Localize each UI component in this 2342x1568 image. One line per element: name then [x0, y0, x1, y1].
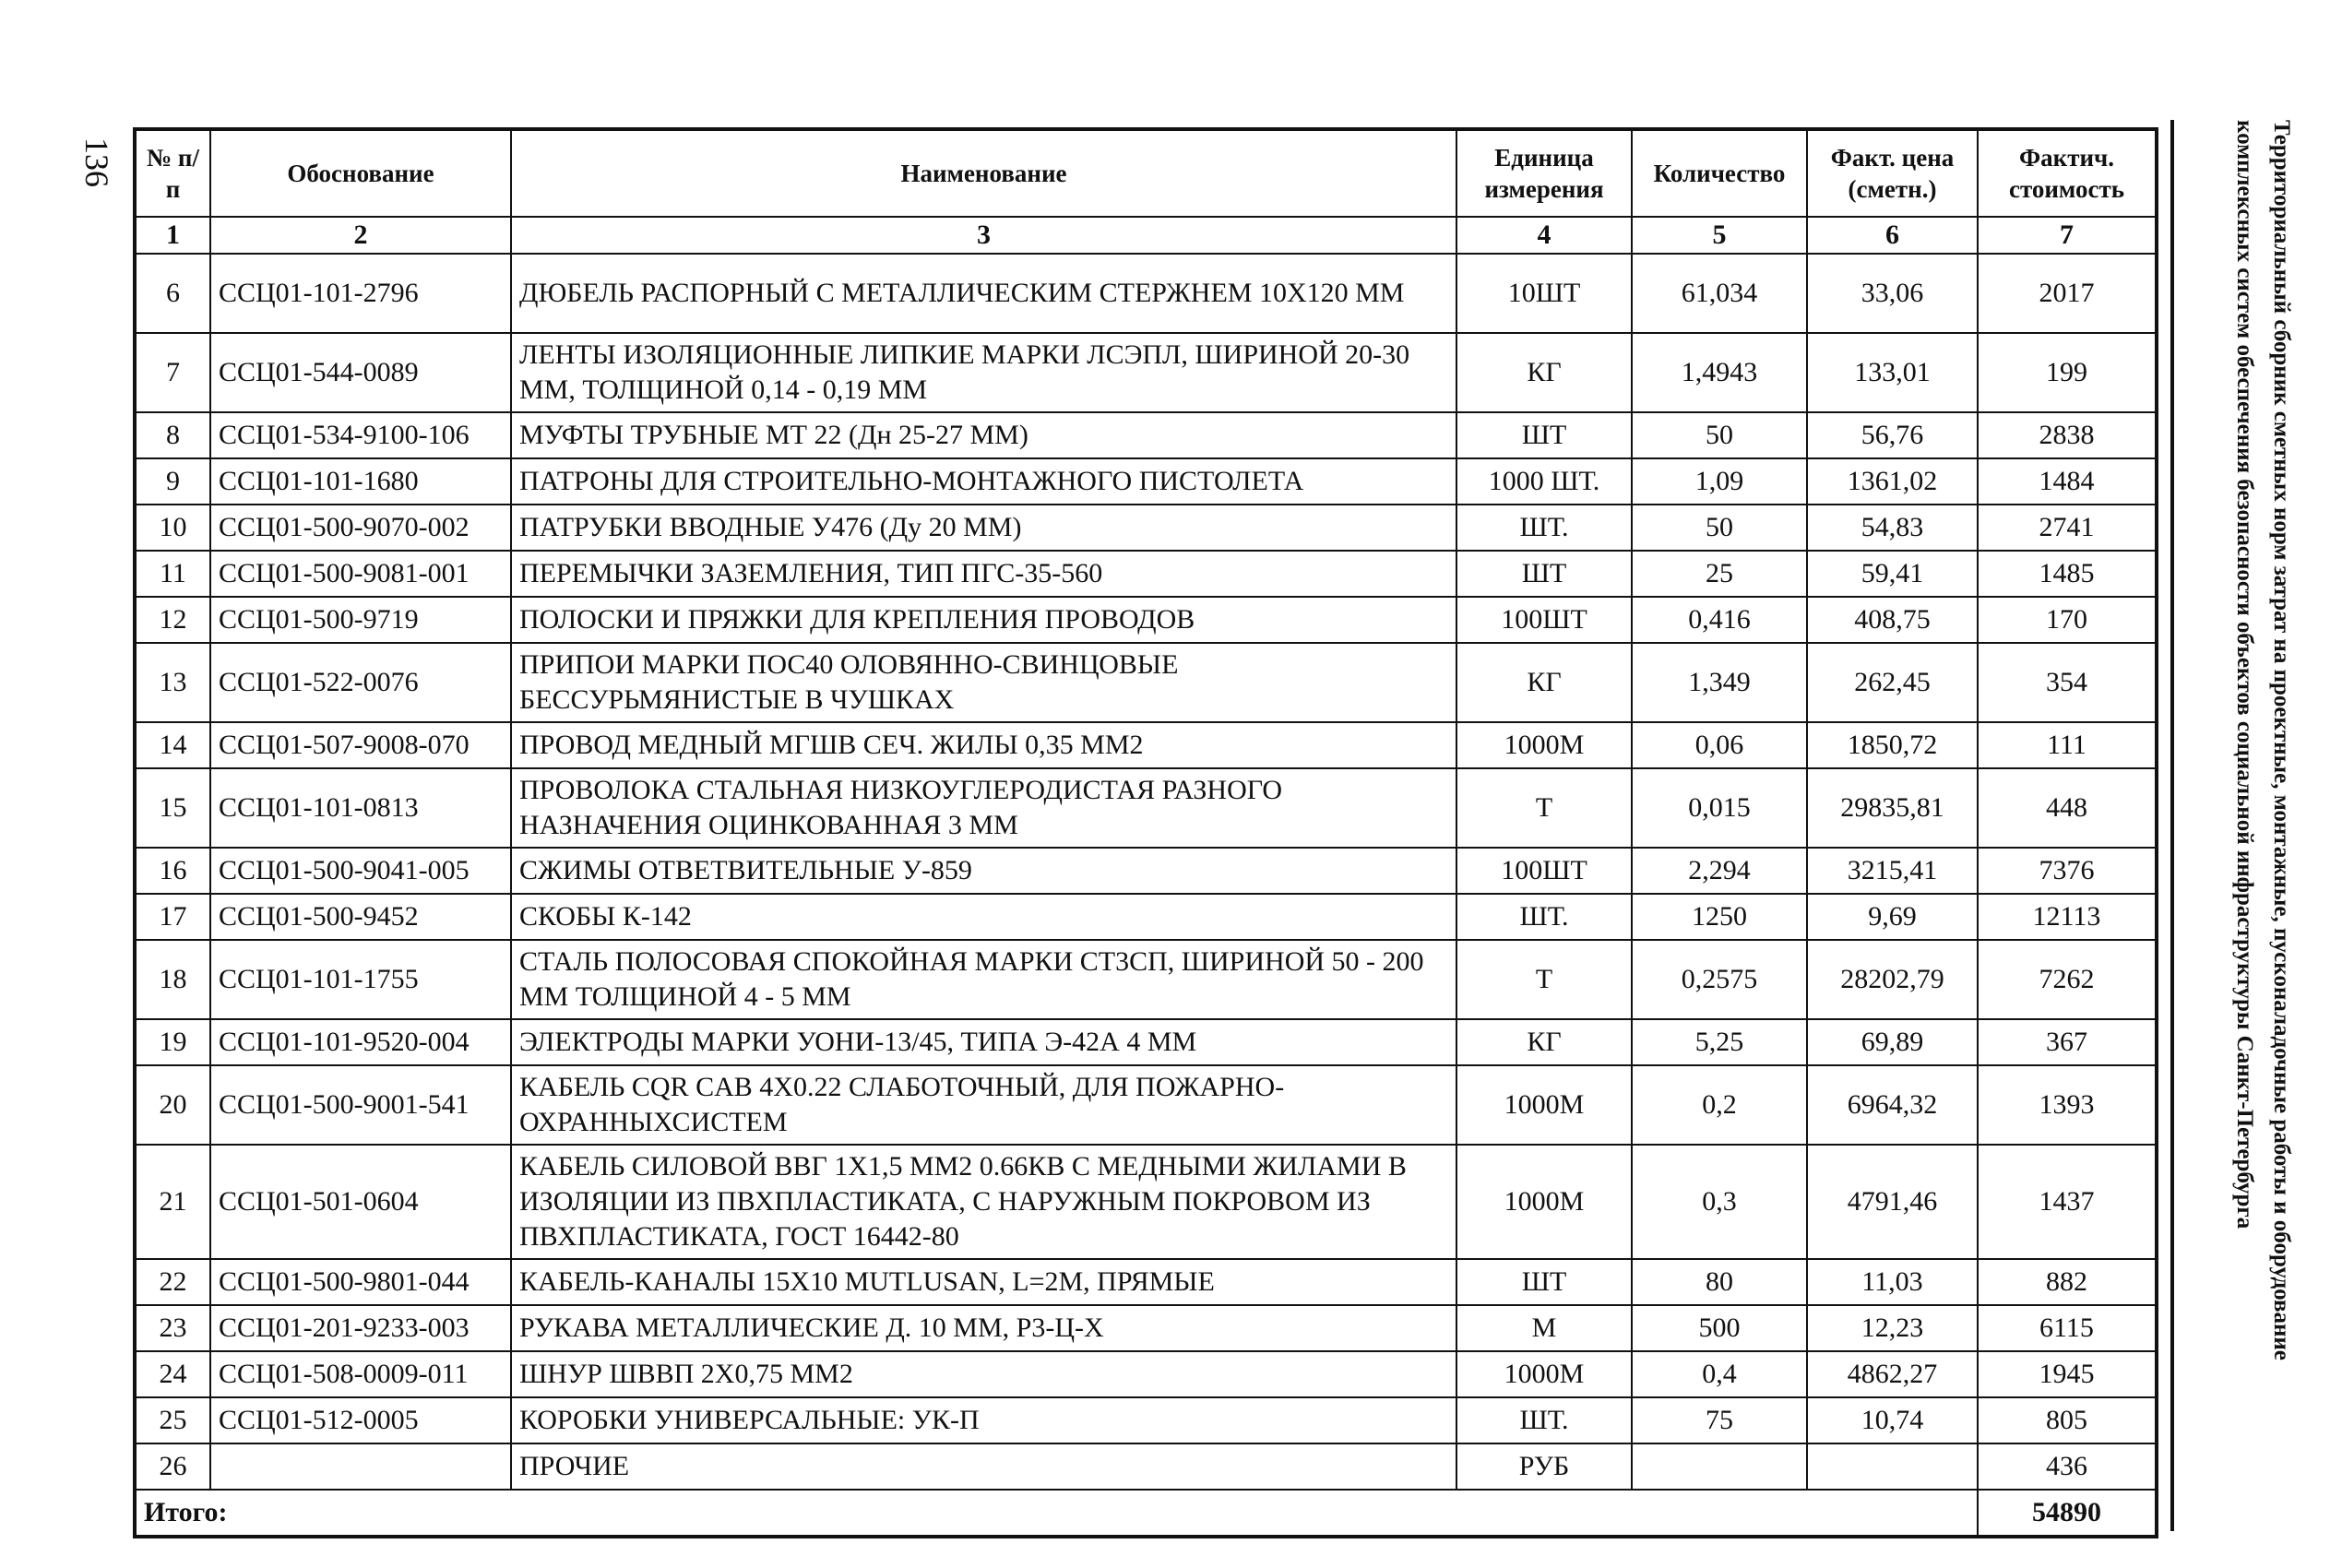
- row-cost: 1393: [1978, 1065, 2157, 1145]
- row-unit: ШТ: [1456, 412, 1632, 458]
- row-number: 26: [135, 1443, 210, 1490]
- row-basis-code: ССЦ01-507-9008-070: [210, 722, 511, 768]
- row-quantity: 61,034: [1632, 254, 1807, 333]
- column-number: 6: [1807, 217, 1978, 254]
- row-name: КОРОБКИ УНИВЕРСАЛЬНЫЕ: УК-П: [511, 1397, 1456, 1443]
- row-cost: 805: [1978, 1397, 2157, 1443]
- row-basis-code: ССЦ01-500-9452: [210, 894, 511, 940]
- row-price: 28202,79: [1807, 940, 1978, 1019]
- row-basis-code: ССЦ01-201-9233-003: [210, 1305, 511, 1351]
- col-header-price: Факт. цена (сметн.): [1807, 129, 1978, 217]
- total-label: Итого:: [135, 1490, 1978, 1537]
- row-unit: КГ: [1456, 333, 1632, 412]
- row-cost: 12113: [1978, 894, 2157, 940]
- row-price: 3215,41: [1807, 848, 1978, 894]
- running-header-line-2: комплексных систем обеспечения безопасности объектов социальной инфраструктуры Санкт-Петербурга: [2232, 120, 2257, 1229]
- row-number: 10: [135, 505, 210, 551]
- table-row: [135, 597, 2157, 643]
- row-quantity: 50: [1632, 505, 1807, 551]
- page-number: 136: [78, 137, 115, 187]
- row-cost: 7262: [1978, 940, 2157, 1019]
- row-number: 13: [135, 643, 210, 722]
- row-cost: 448: [1978, 768, 2157, 848]
- row-basis-code: ССЦ01-500-9081-001: [210, 551, 511, 597]
- row-unit: ШТ.: [1456, 505, 1632, 551]
- table-row: [135, 1351, 2157, 1397]
- row-number: 14: [135, 722, 210, 768]
- row-number: 9: [135, 458, 210, 505]
- row-name: КАБЕЛЬ СИЛОВОЙ ВВГ 1Х1,5 ММ2 0.66КВ С МЕДНЫМИ ЖИЛАМИ В ИЗОЛЯЦИИ ИЗ ПВХПЛАСТИКАТА, С НАРУЖНЫМ ПОКРОВОМ ИЗ ПВХПЛАСТИКАТА, ГОСТ 16442-80: [511, 1145, 1456, 1259]
- row-cost: 170: [1978, 597, 2157, 643]
- row-cost: 199: [1978, 333, 2157, 412]
- row-basis-code: ССЦ01-101-2796: [210, 254, 511, 333]
- row-cost: 1437: [1978, 1145, 2157, 1259]
- row-unit: КГ: [1456, 643, 1632, 722]
- total-value: 54890: [1978, 1490, 2157, 1537]
- row-basis-code: ССЦ01-101-9520-004: [210, 1019, 511, 1065]
- table-row: [135, 505, 2157, 551]
- row-quantity: 0,416: [1632, 597, 1807, 643]
- row-name: ПРИПОИ МАРКИ ПОС40 ОЛОВЯННО-СВИНЦОВЫЕ БЕССУРЬМЯНИСТЫЕ В ЧУШКАХ: [511, 643, 1456, 722]
- row-price: 1850,72: [1807, 722, 1978, 768]
- row-quantity: 2,294: [1632, 848, 1807, 894]
- row-price: 4791,46: [1807, 1145, 1978, 1259]
- row-cost: 111: [1978, 722, 2157, 768]
- row-number: 21: [135, 1145, 210, 1259]
- running-header: [2189, 120, 2294, 1503]
- row-cost: 882: [1978, 1259, 2157, 1305]
- row-unit: 100ШТ: [1456, 597, 1632, 643]
- row-price: 6964,32: [1807, 1065, 1978, 1145]
- table-row: [135, 1305, 2157, 1351]
- row-unit: Т: [1456, 768, 1632, 848]
- row-name: ПАТРОНЫ ДЛЯ СТРОИТЕЛЬНО-МОНТАЖНОГО ПИСТОЛЕТА: [511, 458, 1456, 505]
- row-number: 22: [135, 1259, 210, 1305]
- row-price: 29835,81: [1807, 768, 1978, 848]
- row-basis-code: ССЦ01-522-0076: [210, 643, 511, 722]
- row-cost: 367: [1978, 1019, 2157, 1065]
- row-cost: 7376: [1978, 848, 2157, 894]
- row-quantity: 0,2575: [1632, 940, 1807, 1019]
- materials-table: [133, 127, 2158, 1538]
- row-quantity: 0,06: [1632, 722, 1807, 768]
- row-quantity: 25: [1632, 551, 1807, 597]
- row-unit: ШТ.: [1456, 1397, 1632, 1443]
- row-name: СКОБЫ К-142: [511, 894, 1456, 940]
- table-row: [135, 894, 2157, 940]
- row-price: 133,01: [1807, 333, 1978, 412]
- row-quantity: 1250: [1632, 894, 1807, 940]
- row-name: ЛЕНТЫ ИЗОЛЯЦИОННЫЕ ЛИПКИЕ МАРКИ ЛСЭПЛ, ШИРИНОЙ 20-30 ММ, ТОЛЩИНОЙ 0,14 - 0,19 ММ: [511, 333, 1456, 412]
- row-unit: 10ШТ: [1456, 254, 1632, 333]
- row-name: ЭЛЕКТРОДЫ МАРКИ УОНИ-13/45, ТИПА Э-42А 4 ММ: [511, 1019, 1456, 1065]
- table-row: [135, 768, 2157, 848]
- col-header-name: Наименование: [511, 129, 1456, 217]
- col-header-cost: Фактич. стоимость: [1978, 129, 2157, 217]
- row-unit: 1000М: [1456, 1351, 1632, 1397]
- row-name: СТАЛЬ ПОЛОСОВАЯ СПОКОЙНАЯ МАРКИ СТ3СП, ШИРИНОЙ 50 - 200 ММ ТОЛЩИНОЙ 4 - 5 ММ: [511, 940, 1456, 1019]
- total-row: [135, 1490, 2157, 1537]
- table-row: [135, 254, 2157, 333]
- row-price: 9,69: [1807, 894, 1978, 940]
- row-number: 18: [135, 940, 210, 1019]
- row-quantity: 0,015: [1632, 768, 1807, 848]
- row-number: 24: [135, 1351, 210, 1397]
- row-name: ПРОВОД МЕДНЫЙ МГШВ СЕЧ. ЖИЛЫ 0,35 ММ2: [511, 722, 1456, 768]
- row-cost: 2017: [1978, 254, 2157, 333]
- row-number: 20: [135, 1065, 210, 1145]
- row-cost: 1484: [1978, 458, 2157, 505]
- row-price: 56,76: [1807, 412, 1978, 458]
- row-name: ШНУР ШВВП 2Х0,75 ММ2: [511, 1351, 1456, 1397]
- row-basis-code: ССЦ01-101-0813: [210, 768, 511, 848]
- row-name: ПОЛОСКИ И ПРЯЖКИ ДЛЯ КРЕПЛЕНИЯ ПРОВОДОВ: [511, 597, 1456, 643]
- row-price: [1807, 1443, 1978, 1490]
- row-price: 54,83: [1807, 505, 1978, 551]
- col-header-number: № п/п: [135, 129, 210, 217]
- row-cost: 1485: [1978, 551, 2157, 597]
- row-unit: ШТ: [1456, 1259, 1632, 1305]
- row-name: КАБЕЛЬ-КАНАЛЫ 15Х10 MUTLUSAN, L=2М, ПРЯМЫЕ: [511, 1259, 1456, 1305]
- row-number: 16: [135, 848, 210, 894]
- row-quantity: 0,4: [1632, 1351, 1807, 1397]
- row-price: 4862,27: [1807, 1351, 1978, 1397]
- row-number: 11: [135, 551, 210, 597]
- row-price: 10,74: [1807, 1397, 1978, 1443]
- row-cost: 436: [1978, 1443, 2157, 1490]
- table-row: [135, 848, 2157, 894]
- row-price: 408,75: [1807, 597, 1978, 643]
- column-number: 3: [511, 217, 1456, 254]
- row-basis-code: ССЦ01-512-0005: [210, 1397, 511, 1443]
- running-header-line-1: Территориальный сборник сметных норм затрат на проектные, монтажные, пусконаладочные работы и оборудование: [2269, 120, 2294, 1360]
- row-price: 12,23: [1807, 1305, 1978, 1351]
- table-row: [135, 1443, 2157, 1490]
- col-header-unit: Единица измерения: [1456, 129, 1632, 217]
- row-quantity: 5,25: [1632, 1019, 1807, 1065]
- row-quantity: 1,09: [1632, 458, 1807, 505]
- row-price: 33,06: [1807, 254, 1978, 333]
- row-cost: 1945: [1978, 1351, 2157, 1397]
- row-unit: КГ: [1456, 1019, 1632, 1065]
- row-basis-code: ССЦ01-534-9100-106: [210, 412, 511, 458]
- row-basis-code: ССЦ01-500-9070-002: [210, 505, 511, 551]
- row-cost: 6115: [1978, 1305, 2157, 1351]
- row-number: 8: [135, 412, 210, 458]
- table-header-row: [135, 129, 2157, 217]
- row-name: КАБЕЛЬ CQR CAB 4X0.22 СЛАБОТОЧНЫЙ, ДЛЯ ПОЖАРНО-ОХРАННЫХСИСТЕМ: [511, 1065, 1456, 1145]
- table-row: [135, 412, 2157, 458]
- col-header-quantity: Количество: [1632, 129, 1807, 217]
- column-number: 7: [1978, 217, 2157, 254]
- column-number: 4: [1456, 217, 1632, 254]
- row-unit: Т: [1456, 940, 1632, 1019]
- table-row: [135, 333, 2157, 412]
- table-row: [135, 1259, 2157, 1305]
- table-row: [135, 458, 2157, 505]
- row-basis-code: ССЦ01-508-0009-011: [210, 1351, 511, 1397]
- row-name: ПЕРЕМЫЧКИ ЗАЗЕМЛЕНИЯ, ТИП ПГС-35-560: [511, 551, 1456, 597]
- row-basis-code: ССЦ01-500-9801-044: [210, 1259, 511, 1305]
- row-unit: ШТ: [1456, 551, 1632, 597]
- table-row: [135, 1019, 2157, 1065]
- table-row: [135, 551, 2157, 597]
- row-name: МУФТЫ ТРУБНЫЕ МТ 22 (Дн 25-27 ММ): [511, 412, 1456, 458]
- row-name: ПРОЧИЕ: [511, 1443, 1456, 1490]
- row-quantity: 50: [1632, 412, 1807, 458]
- row-quantity: 80: [1632, 1259, 1807, 1305]
- table-row: [135, 940, 2157, 1019]
- column-number: 1: [135, 217, 210, 254]
- row-unit: 1000М: [1456, 1145, 1632, 1259]
- column-number: 2: [210, 217, 511, 254]
- row-number: 6: [135, 254, 210, 333]
- row-unit: М: [1456, 1305, 1632, 1351]
- row-basis-code: ССЦ01-101-1680: [210, 458, 511, 505]
- table-row: [135, 1065, 2157, 1145]
- row-basis-code: ССЦ01-501-0604: [210, 1145, 511, 1259]
- row-unit: 1000 ШТ.: [1456, 458, 1632, 505]
- row-quantity: 500: [1632, 1305, 1807, 1351]
- row-number: 19: [135, 1019, 210, 1065]
- row-cost: 2838: [1978, 412, 2157, 458]
- row-quantity: [1632, 1443, 1807, 1490]
- row-price: 11,03: [1807, 1259, 1978, 1305]
- row-basis-code: ССЦ01-500-9041-005: [210, 848, 511, 894]
- row-quantity: 1,349: [1632, 643, 1807, 722]
- row-unit: РУБ: [1456, 1443, 1632, 1490]
- row-unit: 100ШТ: [1456, 848, 1632, 894]
- table-row: [135, 1397, 2157, 1443]
- row-basis-code: ССЦ01-500-9719: [210, 597, 511, 643]
- row-name: ДЮБЕЛЬ РАСПОРНЫЙ С МЕТАЛЛИЧЕСКИМ СТЕРЖНЕМ 10Х120 ММ: [511, 254, 1456, 333]
- row-name: ПАТРУБКИ ВВОДНЫЕ У476 (Ду 20 ММ): [511, 505, 1456, 551]
- row-unit: 1000М: [1456, 1065, 1632, 1145]
- row-price: 262,45: [1807, 643, 1978, 722]
- row-price: 69,89: [1807, 1019, 1978, 1065]
- row-basis-code: ССЦ01-101-1755: [210, 940, 511, 1019]
- table-body: [135, 254, 2157, 1490]
- row-number: 23: [135, 1305, 210, 1351]
- row-basis-code: ССЦ01-544-0089: [210, 333, 511, 412]
- col-header-basis: Обоснование: [210, 129, 511, 217]
- row-number: 12: [135, 597, 210, 643]
- row-cost: 354: [1978, 643, 2157, 722]
- row-number: 7: [135, 333, 210, 412]
- row-unit: ШТ.: [1456, 894, 1632, 940]
- column-number: 5: [1632, 217, 1807, 254]
- row-quantity: 75: [1632, 1397, 1807, 1443]
- row-quantity: 0,2: [1632, 1065, 1807, 1145]
- table-row: [135, 643, 2157, 722]
- row-number: 25: [135, 1397, 210, 1443]
- column-number-row: [135, 217, 2157, 254]
- row-name: ПРОВОЛОКА СТАЛЬНАЯ НИЗКОУГЛЕРОДИСТАЯ РАЗНОГО НАЗНАЧЕНИЯ ОЦИНКОВАННАЯ 3 ММ: [511, 768, 1456, 848]
- row-quantity: 1,4943: [1632, 333, 1807, 412]
- row-basis-code: ССЦ01-500-9001-541: [210, 1065, 511, 1145]
- row-cost: 2741: [1978, 505, 2157, 551]
- row-name: РУКАВА МЕТАЛЛИЧЕСКИЕ Д. 10 ММ, Р3-Ц-Х: [511, 1305, 1456, 1351]
- row-basis-code: [210, 1443, 511, 1490]
- row-number: 17: [135, 894, 210, 940]
- row-number: 15: [135, 768, 210, 848]
- row-quantity: 0,3: [1632, 1145, 1807, 1259]
- row-unit: 1000М: [1456, 722, 1632, 768]
- row-price: 1361,02: [1807, 458, 1978, 505]
- table-row: [135, 1145, 2157, 1259]
- table-row: [135, 722, 2157, 768]
- row-price: 59,41: [1807, 551, 1978, 597]
- header-rule: [2170, 120, 2174, 1531]
- row-name: СЖИМЫ ОТВЕТВИТЕЛЬНЫЕ У-859: [511, 848, 1456, 894]
